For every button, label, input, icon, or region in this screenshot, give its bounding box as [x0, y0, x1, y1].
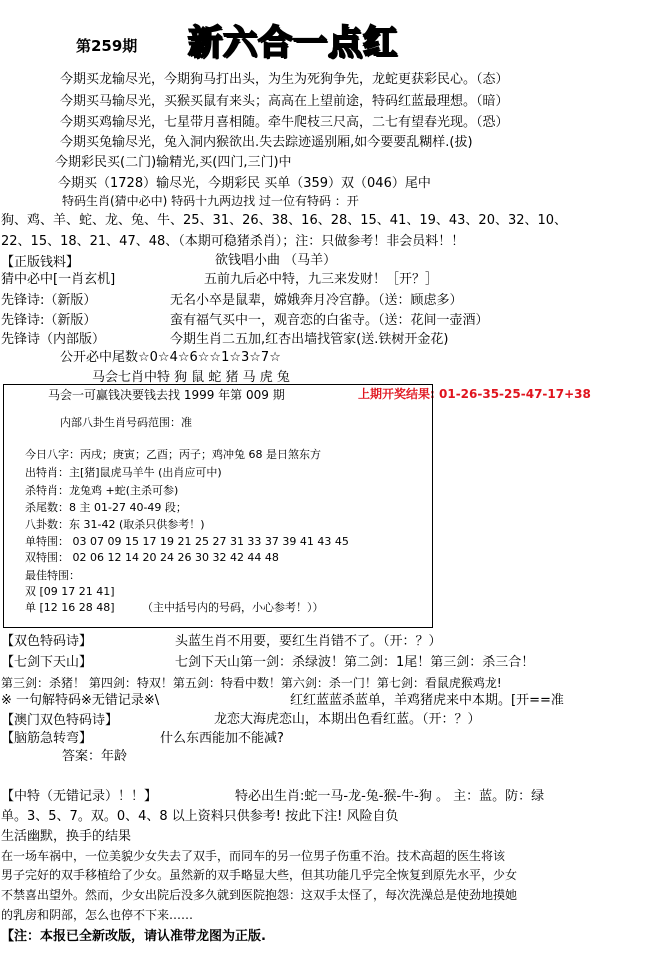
zt-label: 【中特（无错记录）！！】 [1, 789, 158, 804]
zt-text: 特必出生肖:蛇一马-龙-兔-猴-牛-狗 。 主：蓝。防：绿 [235, 789, 545, 804]
humor-line-2: 男子完好的双手移植给了少女。虽然新的双手略显大些，但其功能几乎完全恢复到原先水平，少女 [1, 868, 518, 882]
box-single-range: 单特围： 03 07 09 15 17 19 21 25 27 31 33 37 39 41 43 45 [25, 535, 349, 548]
special-line-1: 特码生肖(猜中必中) 特码十九两边找 过一位有特码 ：开 [62, 194, 359, 208]
humor-line-3: 不禁喜出望外。然而，少女出院后没多久就到医院抱怨：这双手太怪了，每次洗澡总是使劲地摸她 [1, 888, 518, 902]
color-poem-label: 【双色特码诗】 [1, 634, 93, 649]
tail-numbers: 公开必中尾数☆0☆4☆6☆☆1☆3☆7☆ [60, 350, 281, 365]
last-result-label: 上期开奖结果: [358, 387, 435, 401]
box-bazi: 今日八字：丙戌；庚寅；乙酉；丙子；鸡冲兔 68 是日煞东方 [25, 448, 321, 461]
guess-label: 猜中必中[一肖玄机] [1, 272, 116, 287]
humor-line-4: 的乳房和阴部，怎么也停不下来…… [1, 908, 194, 922]
pioneer-text-2: 蛮有福气买中一，观音恋的白雀寺。（送：花间一壶酒） [170, 313, 489, 328]
box-best-double: 双 [09 17 21 41] [25, 585, 115, 598]
box-tail: 杀尾数：8 主 01-27 40-49 段； [25, 501, 187, 514]
brain-answer: 答案：年龄 [62, 749, 128, 764]
zt-line-2: 单。3、5、7。双。0、4、8 以上资料只供参考! 按此下注! 风险自负 [1, 809, 399, 824]
special-line-3: 22、15、18、21、47、48、（本期可稳猪杀肖）；注：只做参考！非会员料！！ [1, 234, 465, 249]
riddle-label: ※ 一句解特码※无错记录※\ [1, 693, 160, 708]
sword-text: 七剑下天山第一剑：杀绿波！第二剑：1尾！第三剑：杀三合！ [175, 655, 535, 670]
poem-line-2: 今期买马输尽光，买猴买鼠有来头；高高在上望前途，特码红蓝最理想。（暗） [60, 94, 509, 109]
poem-line-4: 今期买兔输尽光，兔入洞内猴欲出.失去踪迹遥别厢,如今要要乱糊样.(拔) [60, 135, 473, 150]
macau-text: 龙恋大海虎恋山，本期出色看红蓝。（开：？） [214, 712, 481, 727]
history-line: 马会一可赢钱决要钱去找 1999 年第 009 期 [48, 388, 285, 402]
pioneer-label-1: 先锋诗:（新版） [1, 293, 97, 308]
poem-line-3: 今期买鸡输尽光，七星带月喜相随。牵牛爬枝三尺高，二七有望春光现。（恐） [60, 115, 509, 130]
pioneer-label-3: 先锋诗（内部版） [1, 332, 106, 347]
box-best-single: 单 [12 16 28 48] [25, 601, 115, 614]
guess-text: 五前九后必中特，九三来发财！［开？］ [204, 272, 439, 287]
special-line-2: 狗、鸡、羊、蛇、龙、兔、牛、25、31、26、38、16、28、15、41、19、43、20、32、10、 [1, 213, 568, 228]
box-kill: 杀特肖：龙兔鸡 +蛇(主杀可参) [25, 484, 179, 497]
box-bagua: 八卦数：东 31-42 (取杀只供参考！) [25, 518, 205, 531]
macau-label: 【澳门双色特码诗】 [1, 713, 119, 728]
humor-line-1: 在一场车祸中，一位美貌少女失去了双手，而同车的另一位男子伤重不治。技术高超的医生将该 [1, 849, 506, 863]
brain-label: 【脑筋急转弯】 [1, 731, 93, 746]
pioneer-label-2: 先锋诗:（新版） [1, 313, 97, 328]
brain-question: 什么东西能加不能减? [160, 731, 284, 746]
box-out: 出特肖：主[猪]鼠虎马羊牛 (出肖应可中) [25, 466, 222, 479]
sword-line-2: 第三剑：杀猪！ 第四剑：特双！第五剑：特看中数！第六剑：杀一门！第七剑：看鼠虎猴鸡龙! [1, 676, 502, 690]
humor-title: 生活幽默，换手的结果 [1, 829, 132, 844]
box-title: 内部八卦生肖号码范围：准 [60, 416, 192, 429]
issue-number: 第259期 [76, 37, 138, 55]
money-text: 欲钱唱小曲 （马羊） [215, 253, 337, 268]
money-label: 【正版钱料】 [1, 255, 80, 270]
footer-note: 【注：本报已全新改版，请认准带龙图为正版. [1, 929, 266, 944]
riddle-text: 红红蓝蓝杀蓝单，羊鸡猪虎来中本期。[开==准 [290, 693, 564, 708]
seven-zodiac: 马会七肖中特 狗 鼠 蛇 猪 马 虎 兔 [92, 370, 290, 385]
last-result-numbers: 01-26-35-25-47-17+38 [439, 387, 591, 401]
poem-line-1: 今期买龙输尽光，今期狗马打出头，为生为死狗争先，龙蛇更获彩民心。（态） [60, 72, 509, 87]
brand-title: 新六合一点红 [188, 23, 398, 63]
box-note: （主中括号内的号码，小心参考！）） [142, 601, 324, 614]
pioneer-text-3: 今期生肖二五加,红杏出墙找管家(送.铁树开金花) [170, 332, 449, 347]
poem-line-5: 今期彩民买(二门)输精光,买(四门,三门)中 [55, 155, 292, 170]
color-poem-text: 头蓝生肖不用要，要红生肖错不了。（开：？） [175, 634, 442, 649]
poem-line-6: 今期买（1728）输尽光，今期彩民 买单（359）双（046）尾中 [58, 176, 431, 191]
box-best: 最佳特围： [25, 569, 80, 582]
sword-label: 【七剑下天山】 [1, 655, 93, 670]
pioneer-text-1: 无名小卒是鼠辈，嫦娥奔月冷宫静。（送：顾虑多） [170, 293, 463, 308]
box-double-range: 双特围： 02 06 12 14 20 24 26 30 32 42 44 48 [25, 551, 279, 564]
